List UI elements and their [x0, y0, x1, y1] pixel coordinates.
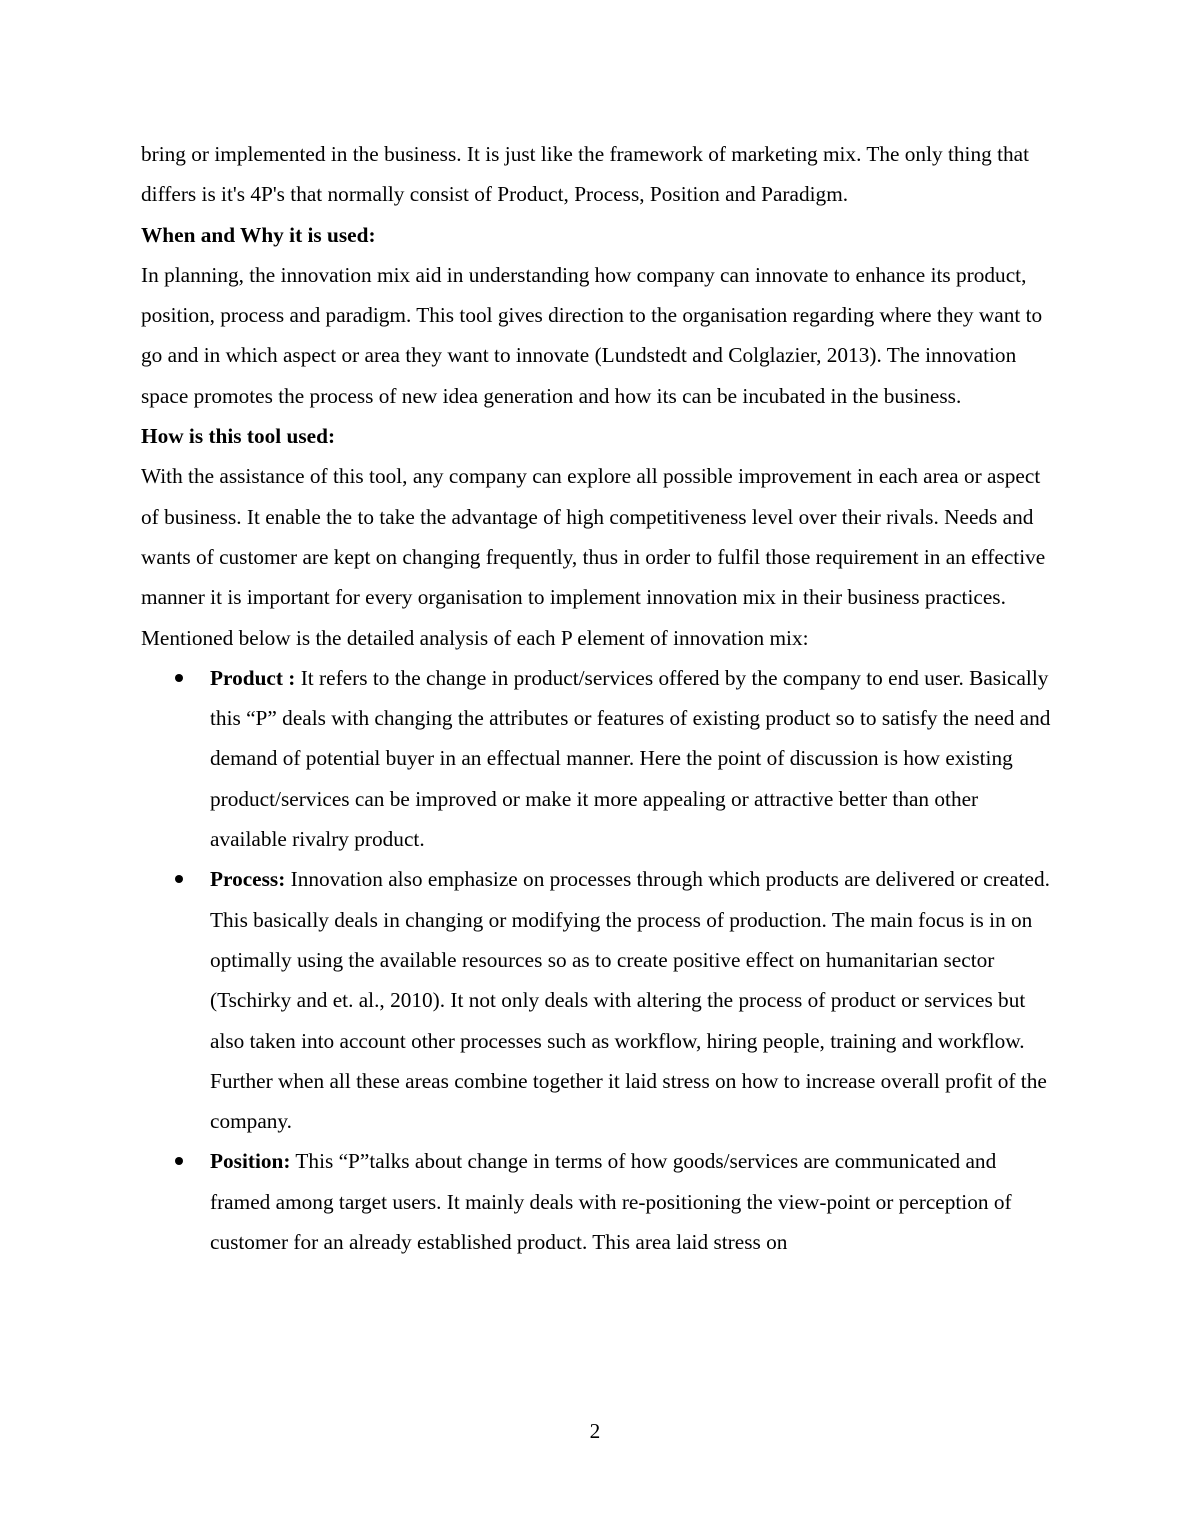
bullet-term: Process: — [210, 867, 286, 892]
bullet-icon — [175, 875, 183, 883]
innovation-mix-list — [141, 658, 1053, 1262]
page-number: 2 — [589, 1419, 601, 1443]
intro-paragraph: bring or implemented in the business. It is just like the framework of marketing mix. The only thing that differs is it's 4P's that normally consist of Product, Process, Position and Paradigm. — [141, 142, 1030, 207]
bullet-term: Position: — [210, 1149, 291, 1174]
list-item-product — [210, 658, 1053, 859]
document-page — [141, 134, 1053, 1262]
how-used-paragraph: With the assistance of this tool, any company can explore all possible improvement in each area or aspect of business. It enable the to take the advantage of high competitiveness level over their rivals. Needs and wants of customer are kept on changing frequently, thus in order to fulfil those requirement in an effective manner it is important for every organisation to implement innovation mix in their business practices. — [141, 464, 1046, 610]
bullet-text: It refers to the change in product/services offered by the company to end user. Basically this “P” deals with changing the attributes or features of existing product so to satisfy the need and demand of potential buyer in an effectual manner. Here the point of discussion is how existing product/services can be improved or make it more appealing or attractive better than other available rivalry product. — [210, 665, 1051, 852]
bullet-icon — [175, 1157, 183, 1165]
bullet-text: This “P”talks about change in terms of how goods/services are communicated and framed among target users. It mainly deals with re-positioning the view-point or perception of customer for an already established product. This area laid stress on — [210, 1149, 1012, 1255]
bullet-term: Product : — [210, 665, 296, 690]
bullet-icon — [175, 674, 183, 682]
list-item-position — [210, 1141, 1053, 1262]
how-used-heading: How is this tool used: — [141, 424, 336, 449]
bullet-text: Innovation also emphasize on processes through which products are delivered or created. This basically deals in changing or modifying the process of production. The main focus is in on optimally using the available resources so as to create positive effect on humanitarian sector (Tschirky and et. al., 2010). It not only deals with altering the process of product or services but also taken into account other processes such as workflow, hiring people, training and workflow. Further when all these areas combine together it laid stress on how to increase overall profit of the company. — [210, 867, 1050, 1134]
list-item-process — [210, 859, 1053, 1141]
analysis-intro: Mentioned below is the detailed analysis of each P element of innovation mix: — [141, 625, 809, 650]
when-why-paragraph: In planning, the innovation mix aid in understanding how company can innovate to enhance its product, position, process and paradigm. This tool gives direction to the organisation regarding where they want to go and in which aspect or area they want to innovate (Lundstedt and Colglazier, 2013). The innovation space promotes the process of new idea generation and how its can be incubated in the business. — [141, 262, 1043, 408]
when-why-heading: When and Why it is used: — [141, 222, 376, 247]
